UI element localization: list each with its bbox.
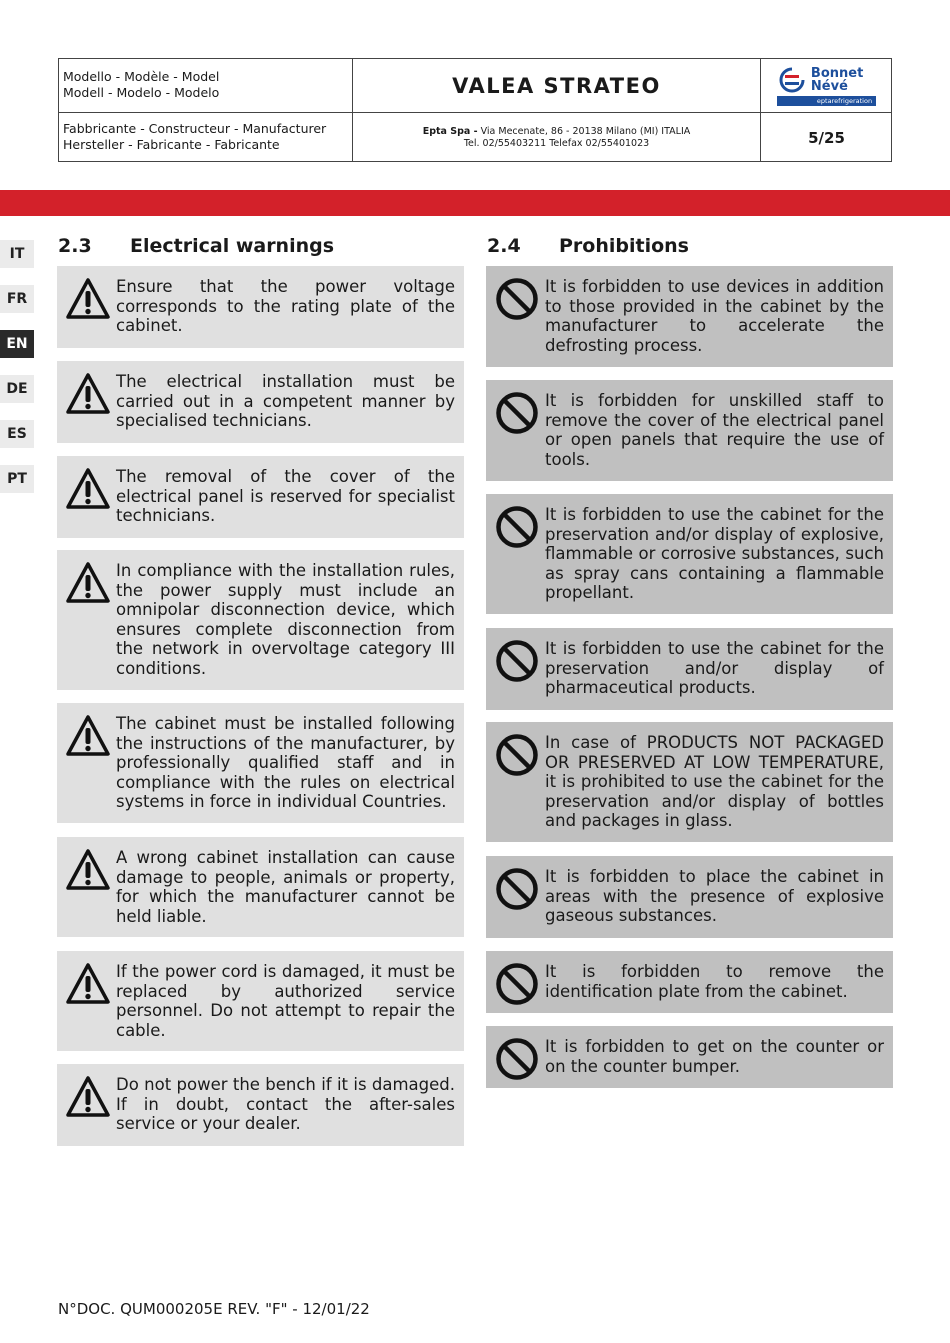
logo-subtitle: eptarefrigeration [777, 96, 876, 106]
prohibition-box [486, 380, 893, 481]
manufacturer-info [353, 113, 761, 162]
brand-logo-icon [777, 66, 807, 94]
warning-text: If the power cord is damaged, it must be replaced by authorized service personnel. Do not attempt to repair the cable. [116, 962, 455, 1040]
model-name: VALEA STRATEO [353, 59, 761, 113]
prohibition-box [486, 494, 893, 614]
company-phone: Tel. 02/55403211 Telefax 02/55401023 [463, 137, 650, 149]
warning-text: Ensure that the power voltage corresponds to the rating plate of the cabinet. [116, 277, 455, 335]
model-label [59, 59, 353, 113]
prohibition-text: It is forbidden to get on the counter or on the counter bumper. [545, 1037, 884, 1076]
warning-triangle-icon [65, 713, 111, 759]
document-header [58, 58, 892, 162]
warning-triangle-icon [65, 847, 111, 893]
lang-tab-es[interactable]: ES [0, 420, 34, 448]
section-number: 2.4 [487, 235, 521, 257]
warning-triangle-icon [65, 466, 111, 512]
prohibition-icon [494, 866, 540, 912]
warning-text: In compliance with the installation rules, the power supply must include an omnipolar disconnection device, which ensures complete disconnection from the network in overvoltage category III conditions. [116, 561, 455, 678]
warning-box [57, 837, 464, 937]
prohibition-box [486, 856, 893, 938]
warning-triangle-icon [65, 1074, 111, 1120]
prohibition-text: It is forbidden to remove the identification plate from the cabinet. [545, 962, 884, 1001]
warning-box [57, 361, 464, 443]
section-heading-electrical-warnings [58, 235, 334, 257]
warning-text: The removal of the cover of the electrical panel is reserved for specialist technicians. [116, 467, 455, 525]
prohibition-icon [494, 1036, 540, 1082]
prohibition-icon [494, 504, 540, 550]
manufacturer-label-line-2: Hersteller - Fabricante - Fabricante [63, 137, 280, 152]
warning-box [57, 550, 464, 690]
prohibition-icon [494, 276, 540, 322]
document-number: N°DOC. QUM000205E REV. "F" - 12/01/22 [58, 1300, 370, 1318]
warning-text: A wrong cabinet installation can cause damage to people, animals or property, for which the manufacturer cannot be held liable. [116, 848, 455, 926]
warning-box [57, 951, 464, 1051]
prohibition-icon [494, 390, 540, 436]
prohibition-text: It is forbidden to use devices in addition to those provided in the cabinet by the manufacturer to accelerate the defrosting process. [545, 277, 884, 355]
prohibition-text: It is forbidden to place the cabinet in areas with the presence of explosive gaseous substances. [545, 867, 884, 925]
warning-box [57, 456, 464, 538]
warning-box [57, 1064, 464, 1146]
warning-triangle-icon [65, 560, 111, 606]
prohibition-icon [494, 732, 540, 778]
page-number: 5/25 [808, 128, 845, 147]
section-title: Electrical warnings [130, 235, 335, 257]
logo-line-1: Bonnet [810, 65, 864, 81]
manufacturer-label-line-1: Fabbricante - Constructeur - Manufacturer [63, 121, 327, 136]
lang-tab-en[interactable]: EN [0, 330, 34, 358]
warning-triangle-icon [65, 276, 111, 322]
brand-logo [761, 59, 892, 113]
prohibition-text: It is forbidden to use the cabinet for the preservation and/or display of pharmaceutical products. [545, 639, 884, 697]
warning-triangle-icon [65, 371, 111, 417]
lang-tab-pt[interactable]: PT [0, 465, 34, 493]
manufacturer-label [59, 113, 353, 162]
section-heading-prohibitions [487, 235, 689, 257]
prohibition-box [486, 266, 893, 367]
warning-text: Do not power the bench if it is damaged. If in doubt, contact the after-sales service or your dealer. [116, 1075, 455, 1133]
prohibition-text: It is forbidden for unskilled staff to remove the cover of the electrical panel or open panels that require the use of tools. [545, 391, 884, 469]
prohibition-icon [494, 961, 540, 1007]
prohibition-icon [494, 638, 540, 684]
prohibition-text: It is forbidden to use the cabinet for the preservation and/or display of explosive, flammable or corrosive substances, such as spray cans containing a flammable propellant. [545, 505, 884, 602]
lang-tab-it[interactable]: IT [0, 240, 34, 268]
warning-triangle-icon [65, 961, 111, 1007]
warning-box [57, 266, 464, 348]
red-band-divider [0, 190, 950, 216]
model-label-line-1: Modello - Modèle - Model [63, 69, 220, 84]
prohibition-text: In case of PRODUCTS NOT PACKAGED OR PRESERVED AT LOW TEMPERATURE, it is prohibited to use the cabinet for the preservation and/or display of bottles and packages in glass. [545, 733, 884, 830]
lang-tab-de[interactable]: DE [0, 375, 34, 403]
prohibition-box [486, 722, 893, 842]
lang-tab-fr[interactable]: FR [0, 285, 34, 313]
model-label-line-2: Modell - Modelo - Modelo [63, 85, 220, 100]
company-address: Via Mecenate, 86 - 20138 Milano (MI) ITALIA [477, 125, 691, 137]
section-title: Prohibitions [559, 235, 689, 257]
prohibition-box [486, 951, 893, 1013]
warning-box [57, 703, 464, 823]
warning-text: The cabinet must be installed following the instructions of the manufacturer, by professionally qualified staff and in compliance with the rules on electrical systems in force in individual Countries. [116, 714, 455, 811]
company-name: Epta Spa - [422, 125, 478, 137]
warning-text: The electrical installation must be carried out in a competent manner by specialised technicians. [116, 372, 455, 430]
section-number: 2.3 [58, 235, 92, 257]
prohibition-box [486, 628, 893, 710]
prohibition-box [486, 1026, 893, 1088]
logo-line-2: Névé [810, 78, 848, 94]
